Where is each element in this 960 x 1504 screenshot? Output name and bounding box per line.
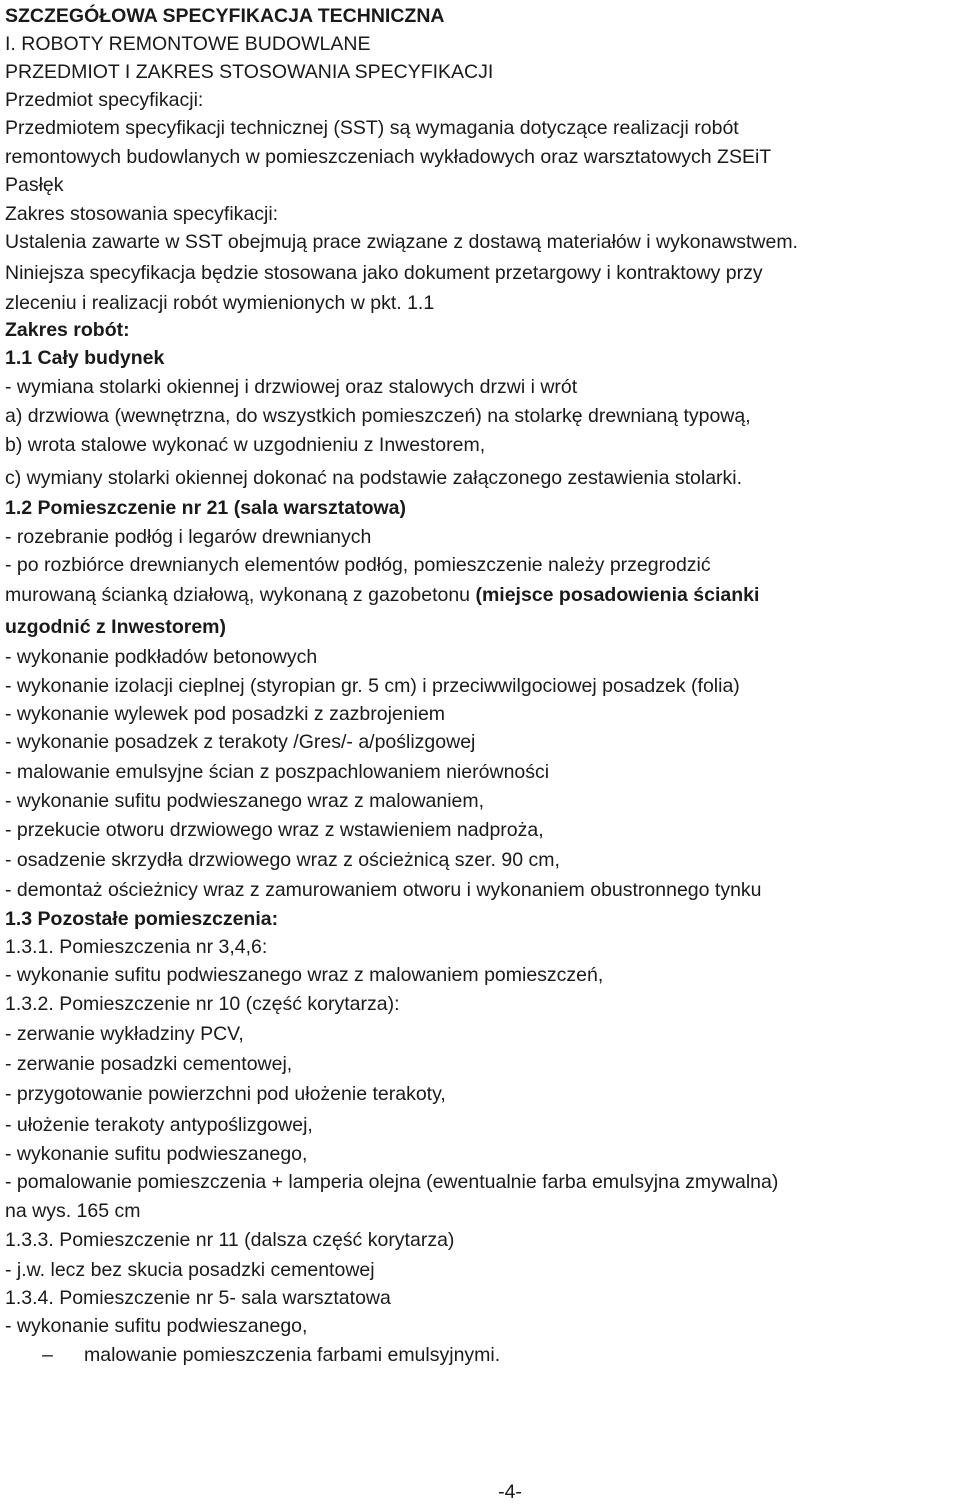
section-heading: I. ROBOTY REMONTOWE BUDOWLANE bbox=[5, 33, 371, 55]
list-item: 1.3.1. Pomieszczenia nr 3,4,6: bbox=[5, 936, 268, 958]
list-item: c) wymiany stolarki okiennej dokonać na podstawie załączonego zestawienia stolarki. bbox=[5, 467, 743, 489]
list-item: - przygotowanie powierzchni pod ułożenie terakoty, bbox=[5, 1083, 446, 1105]
list-item: a) drzwiowa (wewnętrzna, do wszystkich pomieszczeń) na stolarkę drewnianą typową, bbox=[5, 405, 751, 427]
list-item: 1.3.2. Pomieszczenie nr 10 (część korytarza): bbox=[5, 993, 400, 1015]
list-item: - j.w. lecz bez skucia posadzki cementowej bbox=[5, 1259, 375, 1281]
section-1-2-heading bbox=[5, 496, 406, 520]
subject-label: Przedmiot specyfikacji: bbox=[5, 89, 204, 111]
section-1-3-heading: 1.3 Pozostałe pomieszczenia: bbox=[5, 908, 279, 930]
section-title: Pomieszczenie nr 21 (sala warsztatowa) bbox=[32, 497, 407, 519]
list-item: - po rozbiórce drewnianych elementów podłóg, pomieszczenie należy przegrodzić bbox=[5, 554, 711, 576]
list-item: - wykonanie wylewek pod posadzki z zazbrojeniem bbox=[5, 703, 446, 725]
scope-label: Zakres stosowania specyfikacji: bbox=[5, 203, 279, 225]
list-item: - wykonanie sufitu podwieszanego wraz z malowaniem pomieszczeń, bbox=[5, 964, 604, 986]
paragraph-line: Niniejsza specyfikacja będzie stosowana jako dokument przetargowy i kontraktowy przy bbox=[5, 262, 763, 284]
list-item: - wymiana stolarki okiennej i drzwiowej oraz stalowych drzwi i wrót bbox=[5, 376, 578, 398]
list-item: - wykonanie sufitu podwieszanego, bbox=[5, 1315, 308, 1337]
list-item: - wykonanie sufitu podwieszanego, bbox=[5, 1143, 308, 1165]
scope-heading: PRZEDMIOT I ZAKRES STOSOWANIA SPECYFIKACJI bbox=[5, 61, 494, 83]
list-item bbox=[42, 1343, 500, 1367]
text-run-bold: (miejsce posadowienia ścianki bbox=[475, 584, 760, 606]
list-item: - rozebranie podłóg i legarów drewnianych bbox=[5, 526, 372, 548]
list-item: - przekucie otworu drzwiowego wraz z wstawieniem nadproża, bbox=[5, 819, 544, 841]
list-item: na wys. 165 cm bbox=[5, 1200, 141, 1222]
list-item: 1.3.3. Pomieszczenie nr 11 (dalsza część korytarza) bbox=[5, 1229, 455, 1251]
list-item: - demontaż ościeżnicy wraz z zamurowaniem otworu i wykonaniem obustronnego tynku bbox=[5, 879, 762, 901]
list-item: - malowanie emulsyjne ścian z poszpachlowaniem nierówności bbox=[5, 761, 550, 783]
paragraph-line: Ustalenia zawarte w SST obejmują prace związane z dostawą materiałów i wykonawstwem. bbox=[5, 231, 798, 253]
list-item: - wykonanie posadzek z terakoty /Gres/- a/poślizgowej bbox=[5, 731, 476, 753]
list-item: - wykonanie izolacji cieplnej (styropian gr. 5 cm) i przeciwwilgociowej posadzek (folia) bbox=[5, 675, 740, 697]
paragraph-line: zleceniu i realizacji robót wymienionych w pkt. 1.1 bbox=[5, 292, 435, 314]
text-run: murowaną ścianką działową, wykonaną z gazobetonu bbox=[5, 584, 476, 606]
list-item: - zerwanie posadzki cementowej, bbox=[5, 1053, 293, 1075]
list-item: - wykonanie podkładów betonowych bbox=[5, 646, 318, 668]
section-1-1-heading: 1.1 Cały budynek bbox=[5, 347, 165, 369]
paragraph-line: Przedmiotem specyfikacji technicznej (SST) są wymagania dotyczące realizacji robót bbox=[5, 117, 739, 139]
works-label: Zakres robót: bbox=[5, 319, 130, 341]
list-item: - wykonanie sufitu podwieszanego wraz z malowaniem, bbox=[5, 790, 485, 812]
paragraph-line: remontowych budowlanych w pomieszczeniach wykładowych oraz warsztatowych ZSEiT bbox=[5, 146, 772, 168]
document-title: SZCZEGÓŁOWA SPECYFIKACJA TECHNICZNA bbox=[5, 5, 445, 27]
list-item: - ułożenie terakoty antypoślizgowej, bbox=[5, 1114, 313, 1136]
list-item: b) wrota stalowe wykonać w uzgodnieniu z Inwestorem, bbox=[5, 434, 486, 456]
list-item-text: malowanie pomieszczenia farbami emulsyjnymi. bbox=[84, 1344, 501, 1366]
list-item: - zerwanie wykładziny PCV, bbox=[5, 1023, 244, 1045]
page-number: -4- bbox=[498, 1481, 522, 1503]
list-item bbox=[5, 583, 759, 607]
section-number: 1.2 bbox=[5, 497, 33, 519]
dash-bullet: – bbox=[42, 1344, 53, 1366]
list-item: uzgodnić z Inwestorem) bbox=[5, 616, 227, 638]
paragraph-line: Pasłęk bbox=[5, 174, 64, 196]
list-item: 1.3.4. Pomieszczenie nr 5- sala warsztatowa bbox=[5, 1287, 391, 1309]
list-item: - osadzenie skrzydła drzwiowego wraz z ościeżnicą szer. 90 cm, bbox=[5, 849, 560, 871]
list-item: - pomalowanie pomieszczenia + lamperia olejna (ewentualnie farba emulsyjna zmywalna) bbox=[5, 1171, 779, 1193]
